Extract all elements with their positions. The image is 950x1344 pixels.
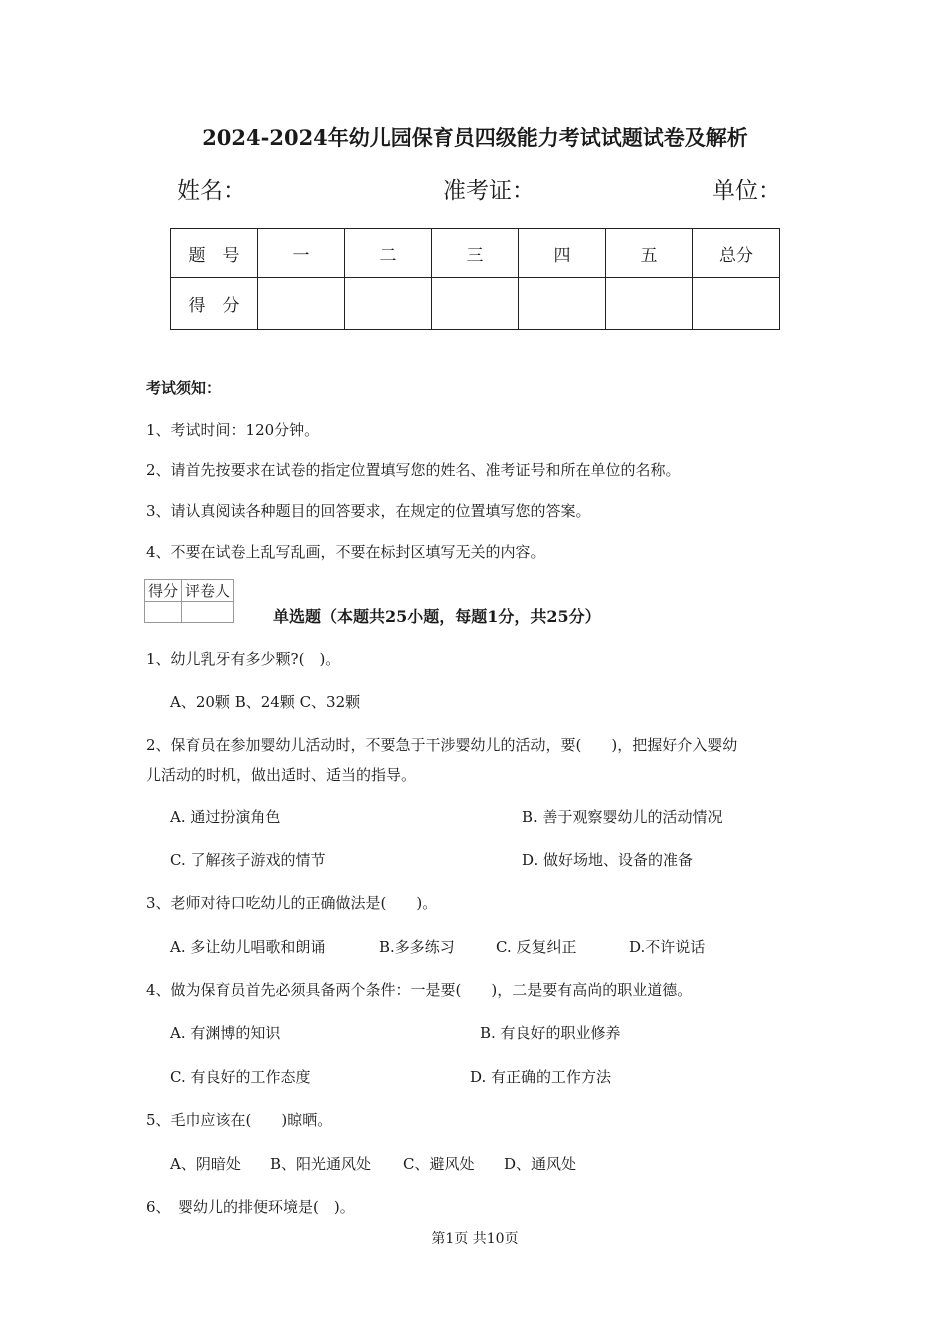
score-cell-4[interactable]	[519, 278, 606, 330]
question-1-options: A、20颗 B、24颗 C、32颗	[170, 693, 361, 711]
question-4-option-c: C. 有良好的工作态度	[170, 1068, 311, 1086]
exam-id-field-label: 准考证：	[443, 178, 535, 204]
question-2-option-d: D. 做好场地、设备的准备	[522, 851, 694, 869]
question-5-option-b: B、阳光通风处	[270, 1155, 372, 1173]
question-3-option-b: B.多多练习	[379, 938, 455, 956]
score-cell-3[interactable]	[432, 278, 519, 330]
notice-heading: 考试须知：	[146, 379, 222, 397]
header-cell-label: 题 号	[171, 229, 258, 278]
question-5-option-a: A、阴暗处	[170, 1155, 241, 1173]
score-table-score-row	[171, 278, 780, 330]
score-cell-total[interactable]	[693, 278, 780, 330]
notice-item-3: 3、请认真阅读各种题目的回答要求，在规定的位置填写您的答案。	[146, 502, 591, 520]
question-2-option-c: C. 了解孩子游戏的情节	[170, 851, 326, 869]
page-title: 2024-2024年幼儿园保育员四级能力考试试题试卷及解析	[202, 125, 748, 150]
question-5-stem: 5、毛巾应该在( )晾晒。	[146, 1111, 333, 1129]
grader-reviewer-cell[interactable]	[182, 602, 234, 623]
header-cell-5: 五	[606, 229, 693, 278]
question-4-option-b: B. 有良好的职业修养	[480, 1024, 621, 1042]
notice-item-4: 4、不要在试卷上乱写乱画，不要在标封区填写无关的内容。	[146, 543, 546, 561]
question-2-stem-line2: 儿活动的时机，做出适时、适当的指导。	[146, 766, 417, 784]
unit-field-label: 单位：	[712, 178, 781, 204]
score-cell-2[interactable]	[345, 278, 432, 330]
header-cell-2: 二	[345, 229, 432, 278]
question-2-option-a: A. 通过扮演角色	[170, 808, 281, 826]
grader-reviewer-label: 评卷人	[182, 580, 234, 602]
page-footer: 第1页 共10页	[431, 1231, 519, 1247]
header-cell-total: 总分	[693, 229, 780, 278]
grader-table	[144, 579, 234, 623]
question-3-option-d: D.不许说话	[629, 938, 706, 956]
score-cell-1[interactable]	[258, 278, 345, 330]
question-4-option-d: D. 有正确的工作方法	[470, 1068, 612, 1086]
question-1-stem: 1、幼儿乳牙有多少颗?( )。	[146, 650, 341, 668]
score-table	[170, 228, 780, 330]
score-table-header-row	[171, 229, 780, 278]
question-4-stem: 4、做为保育员首先必须具备两个条件：一是要( )，二是要有高尚的职业道德。	[146, 981, 693, 999]
question-5-option-d: D、通风处	[504, 1155, 577, 1173]
notice-item-1: 1、考试时间：120分钟。	[146, 421, 320, 439]
question-5-option-c: C、避风处	[403, 1155, 475, 1173]
header-cell-3: 三	[432, 229, 519, 278]
grader-score-cell[interactable]	[145, 602, 182, 623]
question-4-option-a: A. 有渊博的知识	[170, 1024, 281, 1042]
score-cell-5[interactable]	[606, 278, 693, 330]
question-3-option-a: A. 多让幼儿唱歌和朗诵	[170, 938, 326, 956]
header-cell-4: 四	[519, 229, 606, 278]
question-3-stem: 3、老师对待口吃幼儿的正确做法是( )。	[146, 894, 438, 912]
grader-score-label: 得分	[145, 580, 182, 602]
question-2-stem-line1: 2、保育员在参加婴幼儿活动时，不要急于干涉婴幼儿的活动，要( )，把握好介入婴幼	[146, 736, 738, 754]
name-field-label: 姓名：	[177, 178, 246, 204]
section-title: 单选题（本题共25小题，每题1分，共25分）	[273, 607, 601, 626]
score-row-label: 得 分	[171, 278, 258, 330]
notice-item-2: 2、请首先按要求在试卷的指定位置填写您的姓名、准考证号和所在单位的名称。	[146, 461, 681, 479]
question-6-stem: 6、 婴幼儿的排便环境是( )。	[146, 1198, 355, 1216]
question-3-option-c: C. 反复纠正	[496, 938, 577, 956]
header-cell-1: 一	[258, 229, 345, 278]
question-2-option-b: B. 善于观察婴幼儿的活动情况	[522, 808, 723, 826]
